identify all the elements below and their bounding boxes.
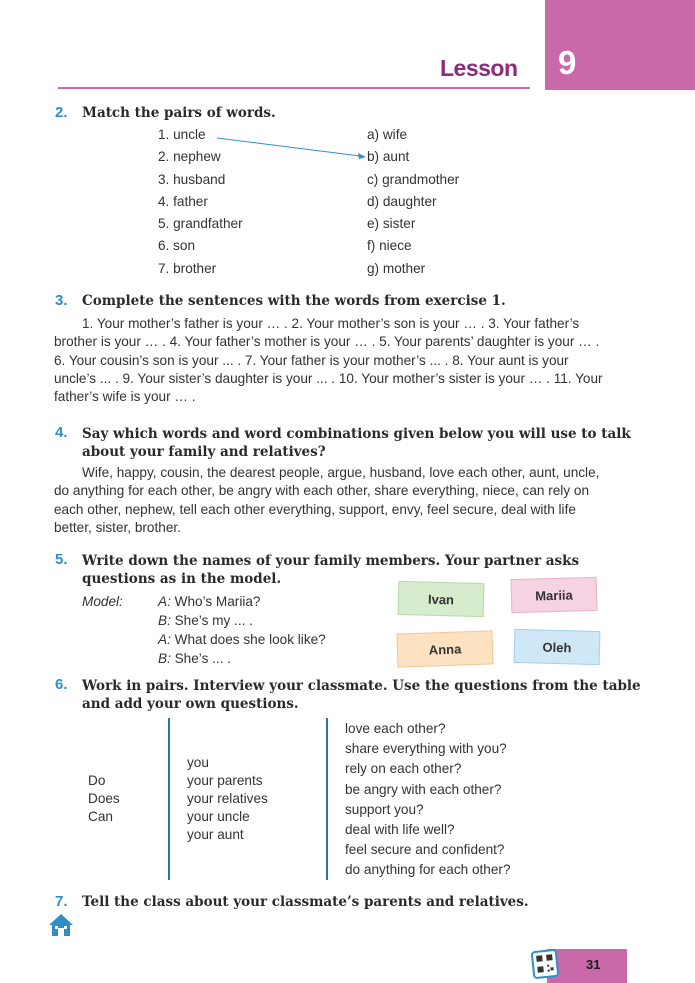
match-right-item: a) wife (367, 127, 408, 142)
table-divider (326, 718, 328, 880)
qr-code-icon (530, 948, 560, 980)
lesson-number: 9 (558, 44, 577, 81)
page-number: 31 (586, 957, 601, 972)
table-col-1 (88, 772, 120, 826)
home-icon (48, 913, 74, 937)
exercise-7-number: 7. (55, 893, 68, 910)
table-cell: deal with life well? (345, 822, 455, 838)
exercise-6-title-line: and add your own questions. (82, 696, 299, 712)
match-right-item: g) mother (367, 260, 426, 276)
name-card-mariia: Mariia (511, 577, 598, 613)
match-left-item: 2. nephew (158, 149, 221, 165)
exercise-4-title-line: about your family and relatives? (82, 444, 326, 460)
name-card-oleh: Oleh (514, 629, 601, 665)
exercise-2-title: Match the pairs of words. (82, 105, 276, 121)
match-arrow (215, 135, 370, 163)
table-cell: love each other? (345, 721, 446, 736)
table-cell: Can (88, 809, 113, 824)
model-label: Model: (82, 594, 123, 609)
match-right-item: c) grandmother (367, 171, 460, 187)
table-cell: rely on each other? (345, 761, 462, 777)
header-rule (58, 87, 530, 89)
exercise-4-line: do anything for each other, be angry with each other, share everything, niece, can rely on (54, 483, 590, 499)
exercise-5-title (82, 552, 579, 588)
match-right-item: e) sister (367, 216, 416, 232)
table-cell: your relatives (187, 791, 268, 806)
exercise-3-text (54, 315, 626, 406)
table-cell: Does (88, 791, 120, 806)
exercise-6-title-line: Work in pairs. Interview your classmate. Use the questions from the table (82, 678, 641, 694)
match-left-item: 5. grandfather (158, 216, 243, 232)
exercise-4-title-line: Say which words and word combinations given below you will use to talk (82, 426, 631, 442)
exercise-3-line: 6. Your cousin’s son is your ... . 7. Your father is your mother’s ... . 8. Your aunt is your (54, 352, 569, 368)
exercise-4-title (82, 425, 631, 461)
match-right-column (367, 124, 459, 280)
exercise-5-title-line: Write down the names of your family members. Your partner asks (82, 553, 580, 569)
table-cell: be angry with each other? (345, 781, 502, 797)
exercise-5-title-line: questions as in the model. (82, 571, 282, 587)
exercise-4-line: Wife, happy, cousin, the dearest people, argue, husband, love each other, aunt, uncle, (82, 465, 600, 480)
exercise-4-line: each other, nephew, tell each other everything, support, envy, feel secure, deal with life (54, 501, 576, 517)
exercise-4-number: 4. (55, 424, 68, 441)
dialogue-line: A: Who’s Mariia? (158, 594, 261, 609)
exercise-3-title: Complete the sentences with the words from exercise 1. (82, 293, 506, 309)
dialogue-line: B: She’s ... . (158, 651, 232, 666)
match-left-item: 4. father (158, 193, 208, 209)
table-cell: do anything for each other? (345, 862, 511, 878)
table-divider (168, 718, 170, 880)
model-dialogue (158, 592, 326, 668)
exercise-3-line: brother is your … . 4. Your father’s mother is your … . 5. Your parents’ daughter is your … . (54, 334, 600, 350)
name-card-anna: Anna (396, 630, 493, 667)
exercise-4-text (54, 464, 626, 537)
match-right-item: f) niece (367, 238, 412, 254)
dialogue-line: A: What does she look like? (158, 632, 326, 647)
table-cell: you (187, 755, 209, 770)
dialogue-line: B: She’s my ... . (158, 613, 253, 628)
match-left-item: 7. brother (158, 260, 217, 276)
table-cell: your uncle (187, 809, 250, 824)
exercise-6-number: 6. (55, 676, 68, 693)
table-cell: feel secure and confident? (345, 842, 505, 858)
match-right-item: d) daughter (367, 193, 437, 209)
table-cell: your parents (187, 773, 263, 788)
exercise-7-title: Tell the class about your classmate’s parents and relatives. (82, 894, 529, 910)
match-left-item: 3. husband (158, 171, 226, 187)
exercise-3-line: father’s wife is your … . (54, 389, 196, 405)
name-card-ivan: Ivan (398, 581, 485, 617)
table-cell: your aunt (187, 827, 244, 842)
exercise-5-number: 5. (55, 551, 68, 568)
lesson-title: Lesson (440, 55, 518, 81)
table-col-2 (187, 754, 268, 844)
table-cell: Do (88, 773, 106, 788)
table-cell: support you? (345, 801, 424, 817)
table-col-3 (345, 719, 511, 881)
exercise-6-title (82, 677, 641, 713)
match-left-item: 6. son (158, 238, 196, 254)
match-right-item: b) aunt (367, 149, 410, 165)
exercise-3-line: uncle’s ... . 9. Your sister’s daughter is your ... . 10. Your mother’s sister is your … . 11. Your (54, 370, 603, 386)
match-left-item: 1. uncle (158, 127, 206, 142)
exercise-3-line: 1. Your mother’s father is your … . 2. Your mother’s son is your … . 3. Your father’s (82, 316, 580, 331)
exercise-3-number: 3. (55, 292, 68, 309)
exercise-4-line: better, sister, brother. (54, 519, 181, 535)
table-cell: share everything with you? (345, 741, 507, 757)
exercise-2-number: 2. (55, 104, 68, 121)
